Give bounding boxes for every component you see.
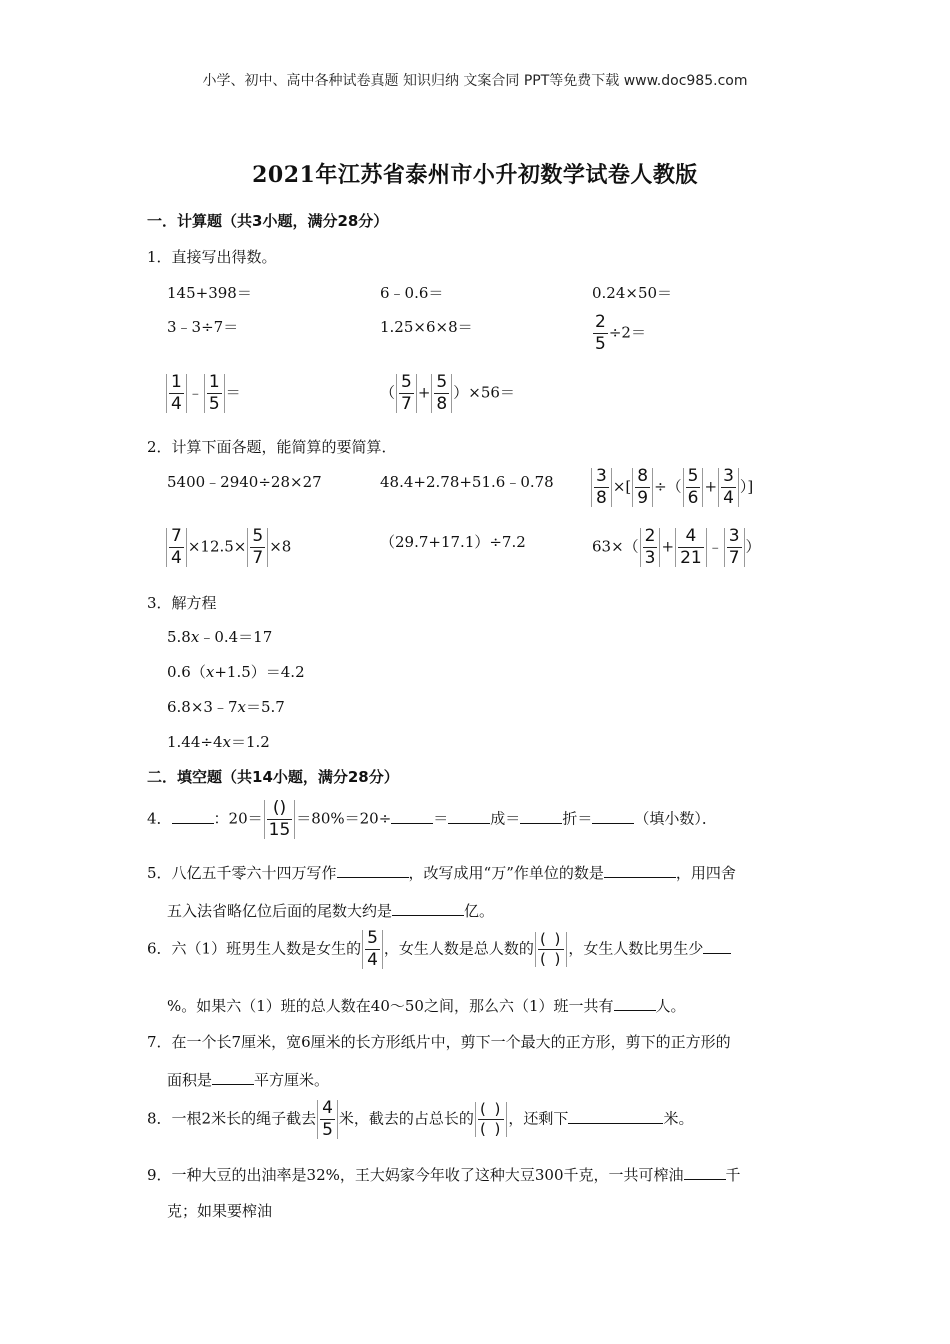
answer-blank[interactable] (684, 1165, 726, 1180)
blank-fraction[interactable]: ( ) ( ) (475, 1102, 507, 1137)
q5-line-2: 五入法省略亿位后面的尾数大约是 亿。 (167, 902, 495, 920)
fraction: $\frac{5}{4}$ (362, 930, 383, 969)
q1-item: 1.25×6×8＝ (380, 318, 473, 336)
blank-fraction[interactable]: ( ) ( ) (535, 932, 567, 967)
q2-item: （29.7+17.1）÷7.2 (380, 533, 526, 551)
q1-item: 6﹣0.6＝ (380, 284, 444, 302)
answer-blank[interactable] (614, 996, 656, 1011)
q1-item-frac-expr: $\frac{1}{4}$ ﹣ $\frac{1}{5}$ ＝ (165, 374, 241, 413)
q7-line-2: 面积是 平方厘米。 (167, 1071, 330, 1089)
section-1-heading: 一．计算题（共3小题，满分28分） (147, 212, 389, 230)
answer-blank[interactable] (604, 863, 676, 878)
page-header: 小学、初中、高中各种试卷真题 知识归纳 文案合同 PPT等免费下载 www.doc985.com (202, 73, 748, 89)
fraction: $\frac{5}{8}$ (431, 374, 452, 413)
q2-label: 2．计算下面各题，能简算的要简算． (147, 438, 397, 456)
answer-blank[interactable] (592, 809, 634, 824)
q6-line-1: 6．六（1）班男生人数是女生的 $\frac{5}{4}$ ，女生人数是总人数的 ( ) ( ) ，女生人数比男生少 (147, 930, 731, 969)
fraction: $\frac{1}{4}$ (166, 374, 187, 413)
fraction: $\frac{3}{8}$ (591, 468, 612, 507)
q9-line-1: 9．一种大豆的出油率是32%，王大妈家今年收了这种大豆300千克，一共可榨油 千 (147, 1166, 741, 1184)
answer-blank[interactable] (172, 809, 214, 824)
q1-item-frac-expr: （ $\frac{5}{7}$ + $\frac{5}{8}$ ）×56＝ (380, 372, 515, 414)
q3-equation: 5.8x﹣0.4＝17 (167, 628, 273, 646)
q2-item-frac-expr: $\frac{3}{8}$ ×[ $\frac{8}{9}$ ÷（ $\frac{5}{6}$ + $\frac{3}{4}$ ）] (590, 468, 753, 507)
answer-blank[interactable] (520, 809, 562, 824)
fraction: $\frac{7}{4}$ (166, 528, 187, 567)
answer-blank[interactable] (212, 1070, 254, 1085)
answer-blank[interactable] (568, 1109, 663, 1124)
q3-equation: 0.6（x+1.5）＝4.2 (167, 663, 305, 681)
q1-item: 3﹣3÷7＝ (167, 318, 239, 336)
fraction: $\frac{8}{9}$ (632, 468, 653, 507)
fraction: $\frac{2}{3}$ (640, 528, 661, 567)
q3-equation: 6.8×3﹣7x＝5.7 (167, 698, 285, 716)
answer-blank[interactable] (448, 809, 490, 824)
fraction: $\frac{5}{7}$ (396, 374, 417, 413)
fraction: $\frac{3}{7}$ (724, 528, 745, 567)
answer-blank[interactable] (391, 809, 433, 824)
fraction: () 15 (264, 800, 296, 839)
fraction: $\frac{4}{21}$ (675, 528, 707, 567)
q7-line-1: 7．在一个长7厘米，宽6厘米的长方形纸片中，剪下一个最大的正方形，剪下的正方形的 (147, 1033, 731, 1051)
q1-item-frac-expr: $\frac{2}{5}$ ÷2＝ (595, 312, 646, 354)
q9-line-2: 克；如果要榨油 (167, 1202, 273, 1220)
fraction: $\frac{3}{4}$ (718, 468, 739, 507)
fraction: $\frac{2}{5}$ (595, 312, 606, 354)
fraction: $\frac{1}{5}$ (204, 374, 225, 413)
q1-label: 1．直接写出得数。 (147, 248, 277, 266)
q3-label: 3．解方程 (147, 594, 217, 612)
fraction: $\frac{5}{6}$ (683, 468, 704, 507)
page-title: 2021年江苏省泰州市小升初数学试卷人教版 (252, 162, 698, 188)
q2-item-frac-expr: $\frac{7}{4}$ ×12.5× $\frac{5}{7}$ ×8 (165, 528, 291, 567)
q1-item: 145+398＝ (167, 284, 252, 302)
fraction: $\frac{4}{5}$ (317, 1100, 338, 1139)
q2-item-frac-expr: 63×（ $\frac{2}{3}$ + $\frac{4}{21}$ ﹣ $\frac{3}{7}$ ） (592, 526, 761, 568)
q8-line: 8．一根2米长的绳子截去 $\frac{4}{5}$ 米，截去的占总长的 ( ) ( ) ，还剩下 米。 (147, 1098, 694, 1140)
section-2-heading: 二．填空题（共14小题，满分28分） (147, 768, 399, 786)
q5-line-1: 5．八亿五千零六十四万写作 ，改写成用“万”作单位的数是 ，用四舍 (147, 864, 736, 882)
answer-blank[interactable] (703, 939, 731, 954)
q3-equation: 1.44÷4x＝1.2 (167, 733, 270, 751)
answer-blank[interactable] (337, 863, 409, 878)
q4-line: 4． ：20＝ () 15 ＝80%＝20÷ ＝ 成＝ 折＝ （填小数）． (147, 798, 717, 840)
q2-item: 5400﹣2940÷28×27 (167, 473, 322, 491)
q2-item: 48.4+2.78+51.6﹣0.78 (380, 473, 554, 491)
fraction: $\frac{5}{7}$ (247, 528, 268, 567)
answer-blank[interactable] (392, 901, 464, 916)
q6-line-2: %。如果六（1）班的总人数在40～50之间，那么六（1）班一共有 人。 (167, 997, 686, 1015)
q1-item: 0.24×50＝ (592, 284, 673, 302)
